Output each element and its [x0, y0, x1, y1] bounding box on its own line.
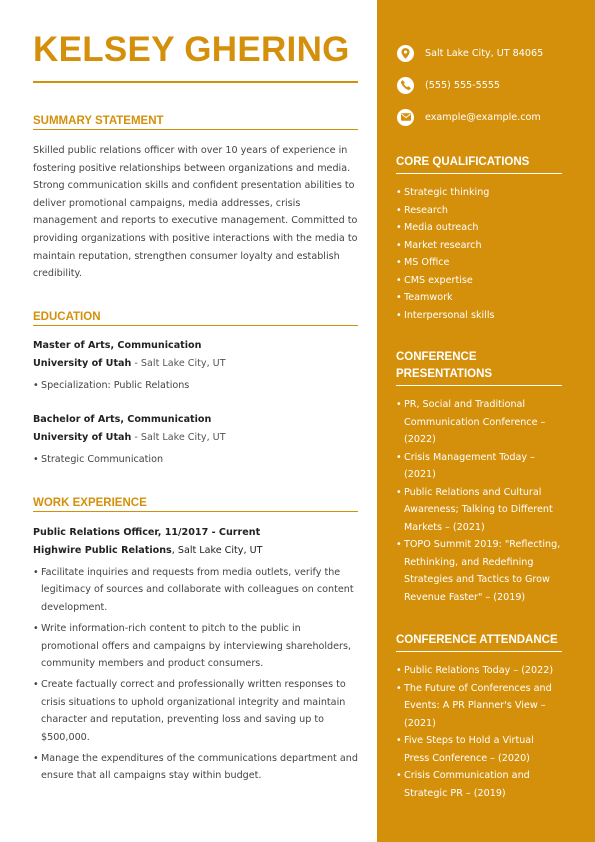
summary-heading: SUMMARY STATEMENT — [33, 115, 358, 130]
education-entry — [33, 337, 358, 398]
contact-location — [397, 44, 543, 62]
list-item: • Five Steps to Hold a Virtual Press Conference – (2020) — [396, 732, 562, 767]
list-item: • CMS expertise — [396, 272, 562, 290]
location-pin-icon — [397, 45, 414, 62]
list-item: • Teamwork — [396, 289, 562, 307]
education-heading: EDUCATION — [33, 311, 358, 326]
location-text: Salt Lake City, UT 84065 — [425, 47, 544, 59]
list-item: • Strategic thinking — [396, 184, 562, 202]
list-item: • Public Relations Today – (2022) — [396, 662, 562, 680]
experience-bullets — [33, 564, 358, 785]
company-line — [33, 542, 358, 560]
phone-icon — [397, 77, 414, 94]
company-name: Highwire Public Relations — [33, 545, 172, 556]
list-item: • MS Office — [396, 254, 562, 272]
list-item: • Facilitate inquiries and requests from media outlets, verify the legitimacy of sources and collaborate with colleagues on content development. — [33, 564, 358, 616]
list-item: • Public Relations and Cultural Awareness; Talking to Different Markets – (2021) — [396, 484, 562, 537]
phone-text: (555) 555-5555 — [425, 79, 501, 91]
experience-entry — [33, 524, 358, 789]
attendance-heading: CONFERENCE ATTENDANCE — [396, 632, 562, 652]
list-item: • PR, Social and Traditional Communication Conference – (2022) — [396, 396, 562, 449]
list-item: • Crisis Management Today – (2021) — [396, 449, 562, 484]
list-item: • Create factually correct and professionally written responses to crisis situations to uphold organizational integrity and maintain character and reputation, preventing loss and saving up to $500,000. — [33, 676, 358, 746]
qualifications-heading: CORE QUALIFICATIONS — [396, 154, 562, 174]
company-location: , Salt Lake City, UT — [171, 545, 263, 556]
list-item: • Interpersonal skills — [396, 307, 562, 325]
email-text: example@example.com — [425, 111, 541, 123]
list-item: • Strategic Communication — [33, 451, 358, 468]
school-name: University of Utah — [33, 358, 132, 369]
school-location: - Salt Lake City, UT — [131, 432, 226, 443]
degree-title: Bachelor of Arts, Communication — [33, 414, 212, 425]
list-item: • Media outreach — [396, 219, 562, 237]
list-item: • Crisis Communication and Strategic PR – (2019) — [396, 767, 562, 802]
contact-email — [397, 108, 541, 126]
name-divider — [33, 81, 358, 83]
contact-phone — [397, 76, 500, 94]
summary-text: Skilled public relations officer with over 10 years of experience in fostering positive relationships between organizations and media. Strong communication skills and confident presentation abilities to deliver promotional campaigns, media addresses, crisis management and reports to executive management. Committed to providing organizations with positive interactions with the media to maintain reputation, strengthen consumer loyalty and establish credibility. — [33, 145, 358, 280]
education-bullets — [33, 451, 358, 468]
list-item: • Manage the expenditures of the communications department and ensure that all campaigns stay within budget. — [33, 750, 358, 785]
degree-title: Master of Arts, Communication — [33, 340, 202, 351]
list-item: • Research — [396, 202, 562, 220]
school-location: - Salt Lake City, UT — [131, 358, 226, 369]
sidebar — [377, 0, 595, 842]
presentations-list — [396, 396, 562, 606]
school-line — [33, 355, 358, 373]
attendance-list — [396, 662, 562, 802]
candidate-name: KELSEY GHERING — [33, 30, 350, 69]
email-icon — [397, 109, 414, 126]
list-item: • Specialization: Public Relations — [33, 377, 358, 394]
list-item: • The Future of Conferences and Events: A PR Planner's View – (2021) — [396, 680, 562, 733]
list-item: • Write information-rich content to pitch to the public in promotional offers and campaigns by interviewing shareholders, community members and product consumers. — [33, 620, 358, 672]
qualifications-list — [396, 184, 562, 324]
list-item: • Market research — [396, 237, 562, 255]
presentations-heading: CONFERENCE PRESENTATIONS — [396, 349, 562, 386]
experience-heading: WORK EXPERIENCE — [33, 497, 358, 512]
school-line — [33, 429, 358, 447]
education-bullets — [33, 377, 358, 394]
education-entry — [33, 411, 358, 472]
job-title: Public Relations Officer, 11/2017 - Current — [33, 527, 261, 538]
list-item: • TOPO Summit 2019: "Reflecting, Rethinking, and Redefining Strategies and Tactics to Grow Revenue Faster" – (2019) — [396, 536, 562, 606]
school-name: University of Utah — [33, 432, 132, 443]
